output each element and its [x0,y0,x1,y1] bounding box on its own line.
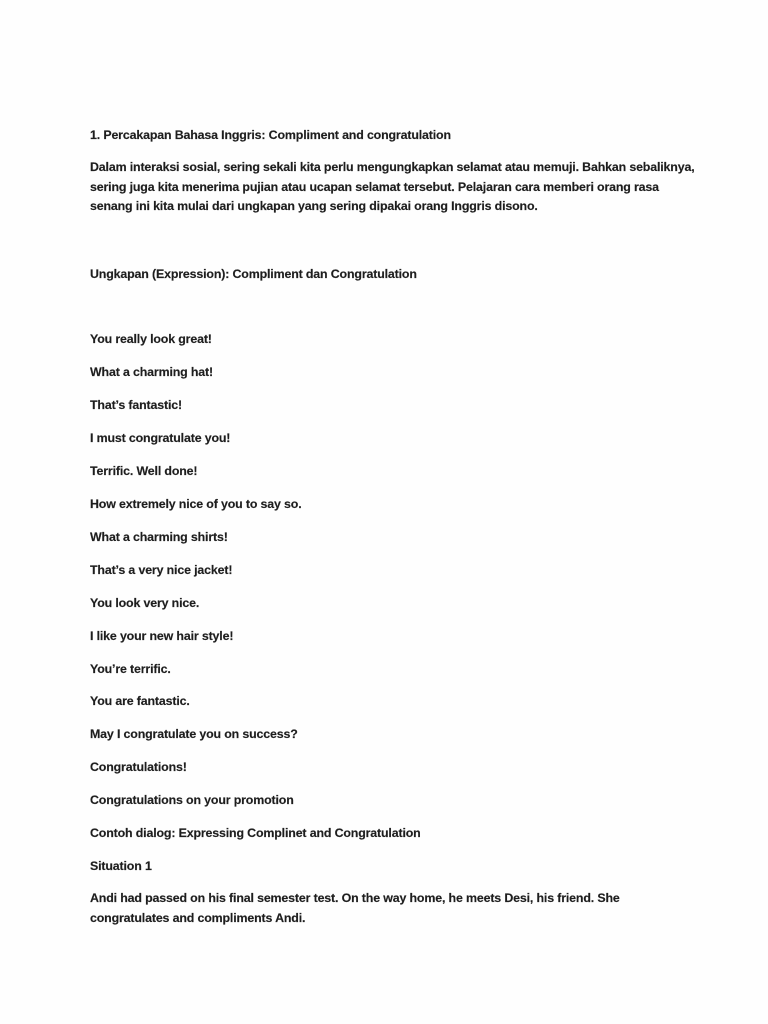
expression-item: You look very nice. [90,596,200,610]
dialog-heading: Contoh dialog: Expressing Complinet and Congratulation [90,826,421,840]
expression-item: What a charming shirts! [90,530,228,544]
expression-item: Congratulations on your promotion [90,793,294,807]
situation-line: Andi had passed on his final semester test. On the way home, he meets Desi, his friend. She [90,891,620,905]
intro-line: senang ini kita mulai dari ungkapan yang sering dipakai orang Inggris disono. [90,199,538,213]
expression-item: That’s fantastic! [90,398,183,412]
expression-item: Congratulations! [90,760,187,774]
situation-paragraph [90,889,620,928]
expression-item: How extremely nice of you to say so. [90,497,302,511]
expression-item: What a charming hat! [90,365,213,379]
expression-item: I like your new hair style! [90,629,234,643]
situation-label: Situation 1 [90,859,152,873]
expression-item: Terrific. Well done! [90,464,198,478]
expression-heading: Ungkapan (Expression): Compliment dan Congratulation [90,267,417,281]
intro-paragraph [90,158,695,217]
expression-item: You are fantastic. [90,694,190,708]
section-heading: 1. Percakapan Bahasa Inggris: Compliment and congratulation [90,128,451,142]
expression-item: I must congratulate you! [90,431,231,445]
expression-item: You’re terrific. [90,662,171,676]
intro-line: Dalam interaksi sosial, sering sekali kita perlu mengungkapkan selamat atau memuji. Bahkan sebaliknya, [90,160,695,174]
situation-line: congratulates and compliments Andi. [90,910,306,925]
expression-item: That’s a very nice jacket! [90,563,233,577]
expression-item: You really look great! [90,332,212,346]
intro-line: sering juga kita menerima pujian atau ucapan selamat tersebut. Pelajaran cara memberi orang rasa [90,179,659,194]
expression-item: May I congratulate you on success? [90,727,298,741]
